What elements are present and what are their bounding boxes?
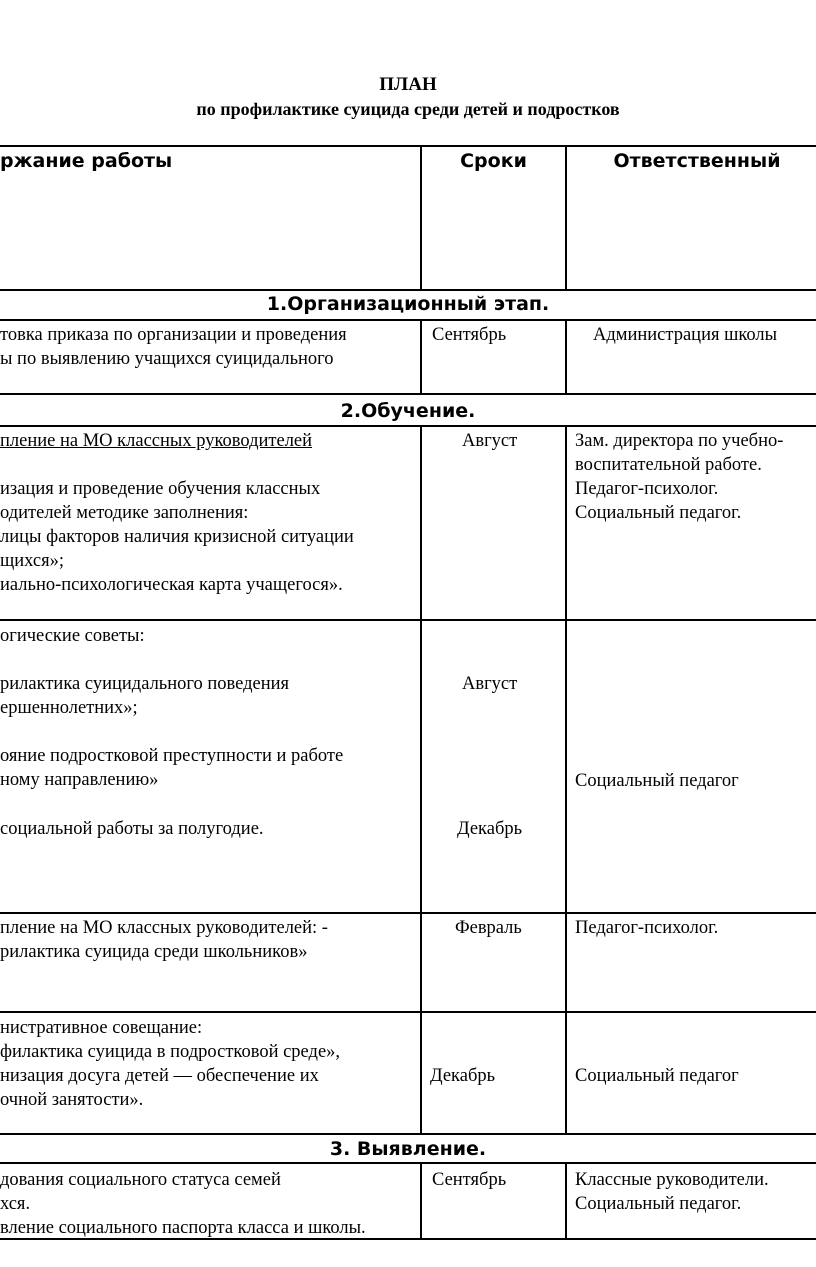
table-border — [0, 619, 816, 621]
table-border — [0, 1133, 816, 1135]
section-title: 3. Выявление. — [329, 1138, 487, 1160]
row-content-line: лицы факторов наличия кризисной ситуации — [0, 527, 354, 547]
row-responsible: Зам. директора по учебно- — [575, 431, 784, 451]
row-responsible: Социальный педагог — [575, 1066, 739, 1086]
row-responsible: Социальный педагог. — [575, 503, 742, 523]
row-responsible: Социальный педагог — [575, 771, 739, 791]
row-date: Август — [462, 674, 518, 694]
row-content-line: рилактика суицида среди школьников» — [0, 942, 308, 962]
row-content-line: хся. — [0, 1194, 31, 1214]
row-responsible: Педагог-психолог. — [575, 479, 719, 499]
row-date: Август — [462, 431, 518, 451]
table-border — [0, 289, 816, 291]
table-border — [0, 319, 816, 321]
row-content-line: огические советы: — [0, 626, 145, 646]
row-content-line: рилактика суицидального поведения — [0, 674, 290, 694]
row-date: Сентябрь — [432, 1170, 507, 1190]
header-dates: Сроки — [460, 150, 527, 172]
row-content-line: одителей методике заполнения: — [0, 503, 249, 523]
row-content-line: низация досуга детей — обеспечение их — [0, 1066, 319, 1086]
row-responsible: Классные руководители. — [575, 1170, 769, 1190]
row-content-line: иально-психологическая карта учащегося». — [0, 575, 343, 595]
row-content-heading: пление на МО классных руководителей — [0, 431, 313, 451]
row-content-line: щихся»; — [0, 551, 64, 571]
section-title: 2.Обучение. — [340, 400, 476, 422]
row-content-line: вление социального паспорта класса и школы. — [0, 1218, 366, 1238]
table-border — [565, 425, 567, 1135]
row-content-line: пление на МО классных руководителей: - — [0, 918, 328, 938]
row-date: Февраль — [455, 918, 522, 938]
row-content-line: ояние подростковой преступности и работе — [0, 746, 344, 766]
table-border — [0, 1011, 816, 1013]
row-date: Сентябрь — [432, 325, 507, 345]
row-content-line: социальной работы за полугодие. — [0, 819, 264, 839]
header-responsible: Ответственный — [613, 150, 781, 172]
row-content-line: ершеннолетних»; — [0, 698, 138, 718]
header-content: ржание работы — [0, 150, 173, 172]
row-content-line: товка приказа по организации и проведения — [0, 325, 347, 345]
row-content-line: изация и проведение обучения классных — [0, 479, 321, 499]
row-responsible: Социальный педагог. — [575, 1194, 742, 1214]
row-content-line: дования социального статуса семей — [0, 1170, 281, 1190]
table-border — [420, 425, 422, 1135]
table-border — [0, 425, 816, 427]
row-content-line: филактика суицида в подростковой среде», — [0, 1042, 341, 1062]
page-title: ПЛАН — [379, 74, 437, 95]
row-content-line: ы по выявлению учащихся суицидального — [0, 349, 334, 369]
table-border — [0, 1162, 816, 1164]
row-content-line: очной занятости». — [0, 1090, 144, 1110]
row-responsible: Администрация школы — [593, 325, 778, 345]
page-subtitle: по профилактике суицида среди детей и подростков — [196, 99, 620, 119]
row-content-line: нистративное совещание: — [0, 1018, 203, 1038]
row-content-line: ному направлению» — [0, 770, 159, 790]
table-border — [565, 1162, 567, 1240]
table-border — [565, 319, 567, 395]
section-title: 1.Организационный этап. — [266, 293, 550, 315]
table-border — [0, 393, 816, 395]
row-responsible: Педагог-психолог. — [575, 918, 719, 938]
table-border — [0, 912, 816, 914]
table-border — [0, 145, 816, 147]
row-date: Декабрь — [430, 1066, 496, 1086]
row-responsible: воспитательной работе. — [575, 455, 762, 475]
table-border — [420, 319, 422, 395]
row-date: Декабрь — [457, 819, 523, 839]
table-border — [420, 1162, 422, 1240]
